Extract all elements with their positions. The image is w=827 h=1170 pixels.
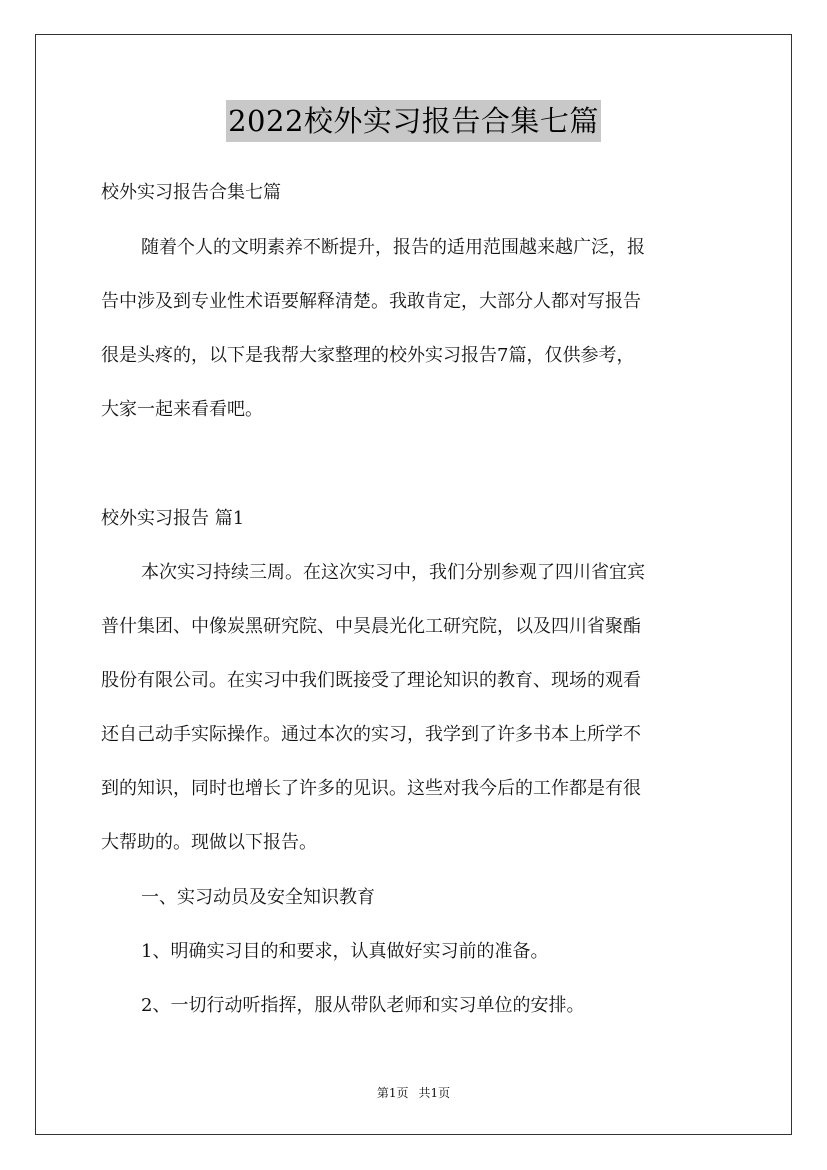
intro-line-4: 大家一起来看看吧。 — [101, 399, 263, 420]
intro-line-3: 很是头疼的，以下是我帮大家整理的校外实习报告7篇，仅供参考， — [101, 345, 635, 366]
page-footer — [0, 1084, 827, 1101]
body-line-1: 本次实习持续三周。在这次实习中，我们分别参观了四川省宜宾 — [141, 562, 645, 583]
body-line-4: 还自己动手实际操作。通过本次的实习，我学到了许多书本上所学不 — [101, 724, 641, 745]
title-container — [0, 100, 827, 142]
document-subtitle: 校外实习报告合集七篇 — [101, 182, 281, 203]
body-line-3: 股份有限公司。在实习中我们既接受了理论知识的教育、现场的观看 — [101, 670, 641, 691]
page-number-total: 共1页 — [418, 1086, 451, 1100]
list-heading: 一、实习动员及安全知识教育 — [141, 887, 375, 908]
list-item-2: 2、一切行动听指挥，服从带队老师和实习单位的安排。 — [141, 995, 585, 1016]
list-item-1: 1、明确实习目的和要求，认真做好实习前的准备。 — [141, 941, 549, 962]
intro-line-2: 告中涉及到专业性术语要解释清楚。我敢肯定，大部分人都对写报告 — [101, 291, 641, 312]
intro-line-1: 随着个人的文明素养不断提升，报告的适用范围越来越广泛，报 — [141, 237, 645, 258]
page-number-current: 第1页 — [376, 1086, 409, 1100]
body-line-2: 普什集团、中像炭黑研究院、中昊晨光化工研究院，以及四川省聚酯 — [101, 616, 641, 637]
section-heading: 校外实习报告 篇1 — [101, 508, 245, 529]
body-line-5: 到的知识，同时也增长了许多的见识。这些对我今后的工作都是有很 — [101, 778, 641, 799]
document-title: 2022校外实习报告合集七篇 — [226, 100, 601, 142]
body-line-6: 大帮助的。现做以下报告。 — [101, 832, 317, 853]
